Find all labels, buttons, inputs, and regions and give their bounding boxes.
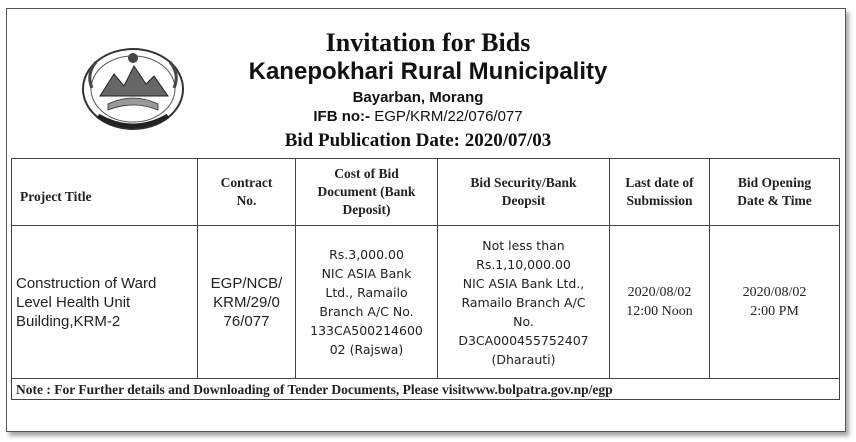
header-opening: Bid Opening Date & Time [710, 159, 840, 226]
cell-opening: 2020/08/02 2:00 PM [710, 226, 840, 379]
ifb-number-line [0, 108, 846, 125]
note-row [12, 379, 840, 400]
header-cost: Cost of Bid Document (Bank Deposit) [296, 159, 438, 226]
cell-last-date: 2020/08/02 12:00 Noon [610, 226, 710, 379]
header-bid-security: Bid Security/Bank Deopsit [438, 159, 610, 226]
cell-bid-security: Not less than Rs.1,10,000.00 NIC ASIA Bank Ltd., Ramailo Branch A/C No. D3CA000455752407 (Dharauti) [438, 226, 610, 379]
location: Bayarban, Morang [352, 89, 484, 106]
page-title: Invitation for Bids [325, 28, 531, 57]
bid-table [11, 158, 840, 400]
cell-cost: Rs.3,000.00 NIC ASIA Bank Ltd., Ramailo Branch A/C No. 133CA500214600 02 (Rajswa) [296, 226, 438, 379]
table-header-row [12, 159, 840, 226]
note-text: Note : For Further details and Downloading of Tender Documents, Please visitwww.bolpatra.gov.np/egp [12, 379, 840, 400]
cell-project-title: Construction of Ward Level Health Unit Building,KRM-2 [12, 226, 198, 379]
cell-contract-no: EGP/NCB/ KRM/29/0 76/077 [198, 226, 296, 379]
municipality-name: Kanepokhari Rural Municipality [248, 58, 608, 85]
header-last-date: Last date of Submission [610, 159, 710, 226]
table-row [12, 226, 840, 379]
header-project-title: Project Title [12, 159, 198, 226]
header-contract-no: Contract No. [198, 159, 296, 226]
ifb-label: IFB no:- [313, 108, 371, 125]
ifb-number: EGP/KRM/22/076/077 [370, 108, 523, 125]
publication-date: Bid Publication Date: 2020/07/03 [284, 130, 552, 151]
